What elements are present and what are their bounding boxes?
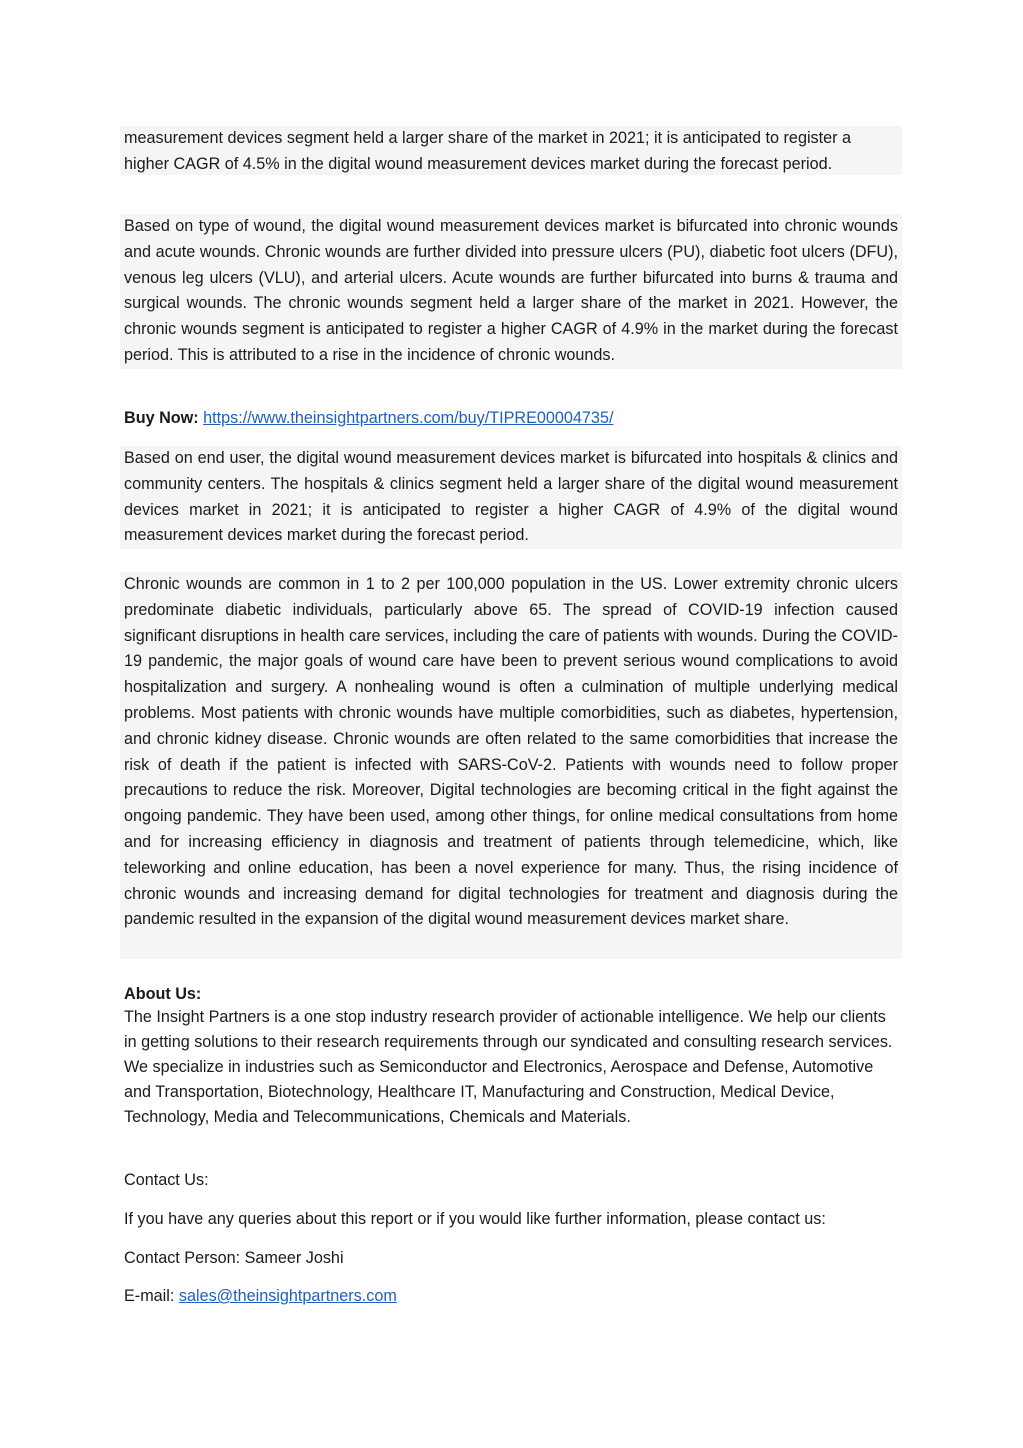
paragraph-chronic-wounds [120, 572, 902, 959]
paragraph-text: Based on type of wound, the digital wound measurement devices market is bifurcated into chronic wounds and acute wounds. Chronic wounds are further divided into pressure ulcers (PU), diabetic foot ulcers (DFU), venous leg ulcers (VLU), and arterial ulcers. Acute wounds are further bifurcated into burns & trauma and surgical wounds. The chronic wounds segment held a larger share of the market in 2021. However, the chronic wounds segment is anticipated to register a higher CAGR of 4.9% in the market during the forecast period. This is attributed to a rise in the incidence of chronic wounds. [124, 217, 898, 364]
buy-now-line [120, 406, 902, 432]
paragraph-text: measurement devices segment held a larger share of the market in 2021; it is anticipated to register a higher CAGR of 4.5% in the digital wound measurement devices market during the forecast period. [124, 129, 852, 173]
paragraph-segment-share [120, 126, 902, 175]
about-us-heading [120, 982, 902, 1006]
paragraph-wound-type [120, 214, 902, 369]
contact-email-line [120, 1284, 902, 1308]
contact-us-title: Contact Us: [124, 1171, 209, 1189]
paragraph-end-user [120, 446, 902, 549]
paragraph-text: Chronic wounds are common in 1 to 2 per 100,000 population in the US. Lower extremity chronic ulcers predominate diabetic individuals, particularly above 65. The spread of COVID-19 infection caused significant disruptions in health care services, including the care of patients with wounds. During the COVID-19 pandemic, the major goals of wound care have been to prevent serious wound complications to avoid hospitalization and surgery. A nonhealing wound is often a culmination of multiple underlying medical problems. Most patients with chronic wounds have multiple comorbidities, such as diabetes, hypertension, and chronic kidney disease. Chronic wounds are often related to the same comorbidities that increase the risk of death if the patient is infected with SARS-CoV-2. Patients with wounds need to follow proper precautions to reduce the risk. Moreover, Digital technologies are becoming critical in the fight against the ongoing pandemic. They have been used, among other things, for online medical consultations from home and for increasing efficiency in diagnosis and treatment of patients through telemedicine, which, like teleworking and online education, has been a novel experience for many. Thus, the rising incidence of chronic wounds and increasing demand for digital technologies for treatment and diagnosis during the pandemic resulted in the expansion of the digital wound measurement devices market share. [124, 575, 898, 929]
about-us-text: The Insight Partners is a one stop industry research provider of actionable intelligence. We help our clients in getting solutions to their research requirements through our syndicated and consulting research services. We specialize in industries such as Semiconductor and Electronics, Aerospace and Defense, Automotive and Transportation, Biotechnology, Healthcare IT, Manufacturing and Construction, Medical Device, Technology, Media and Telecommunications, Chemicals and Materials. [124, 1008, 893, 1126]
about-us-title: About Us: [124, 985, 202, 1003]
email-label: E-mail: [124, 1287, 175, 1305]
contact-person-line [120, 1246, 902, 1270]
contact-person-text: Contact Person: Sameer Joshi [124, 1249, 344, 1267]
contact-queries-line [120, 1207, 902, 1231]
contact-us-heading [120, 1168, 902, 1192]
contact-queries-text: If you have any queries about this report or if you would like further information, please contact us: [124, 1210, 826, 1228]
email-link[interactable]: sales@theinsightpartners.com [178, 1287, 397, 1305]
paragraph-text: Based on end user, the digital wound measurement devices market is bifurcated into hospitals & clinics and community centers. The hospitals & clinics segment held a larger share of the digital wound measurement devices market in 2021; it is anticipated to register a higher CAGR of 4.9% of the digital wound measurement devices market during the forecast period. [124, 449, 898, 545]
buy-now-label: Buy Now: [124, 409, 199, 427]
about-us-body [120, 1005, 902, 1155]
buy-now-link[interactable]: https://www.theinsightpartners.com/buy/TIPRE00004735/ [203, 409, 614, 427]
